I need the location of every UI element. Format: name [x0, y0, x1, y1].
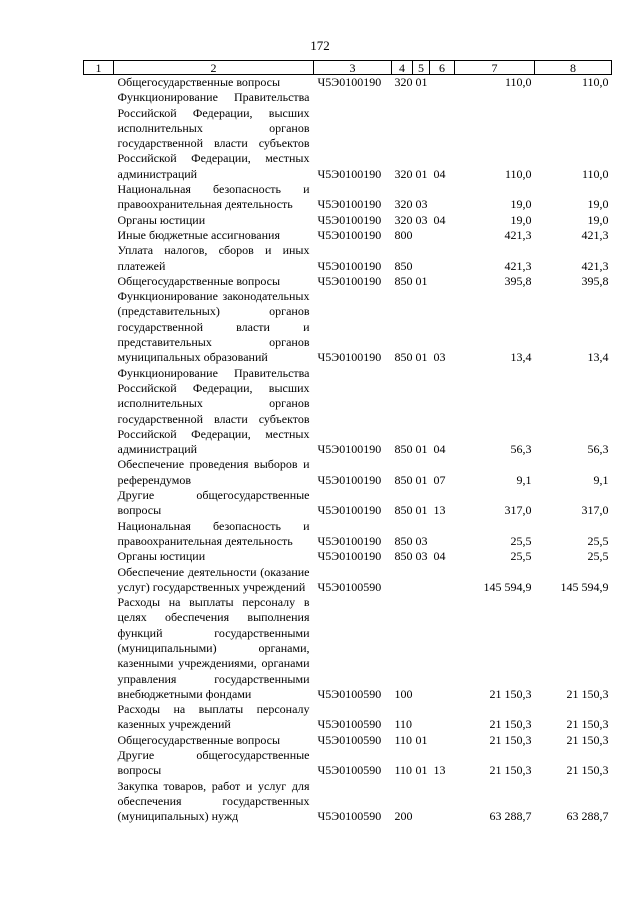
row-number-cell: [84, 748, 114, 779]
item-name-cell: Функционирование Правительства Российской Федерации, высших исполнительных органов государственной власти субъектов Российской Федерации, местных администраций: [117, 365, 310, 457]
page-number: 172: [310, 38, 330, 53]
item-name-cell: Другие общегосударственные вопросы: [117, 488, 310, 518]
subsection-cell: 13: [433, 763, 446, 778]
column-header-6: 6: [430, 61, 455, 75]
row-number-cell: [84, 213, 114, 228]
amount-col8-cell: 9,1: [593, 472, 609, 487]
item-name-cell: Общегосударственные вопросы: [117, 273, 281, 288]
expense-type-cell: 800: [394, 227, 413, 242]
row-number-cell: [84, 366, 114, 458]
target-article-cell: Ч5Э0100590: [317, 763, 382, 778]
subsection-cell: [430, 274, 455, 289]
amount-col7-cell: 19,0: [510, 197, 532, 212]
subsection-cell: [430, 702, 455, 733]
table-row: [84, 748, 612, 779]
subsection-cell: 13: [433, 503, 446, 518]
table-row: [84, 274, 612, 289]
table-row: [84, 488, 612, 519]
amount-col8-cell: 25,5: [587, 549, 609, 564]
subsection-cell: [430, 565, 455, 596]
target-article-cell: Ч5Э0100190: [317, 442, 382, 457]
amount-col7-cell: 25,5: [510, 533, 532, 548]
item-name-cell: Закупка товаров, работ и услуг для обеспечения государственных (муниципальных) нужд: [117, 778, 310, 824]
section-cell: 01: [415, 273, 428, 288]
row-number-cell: [84, 182, 114, 213]
item-name-cell: Органы юстиции: [117, 212, 206, 227]
section-cell: [413, 565, 430, 596]
amount-col7-cell: 21 150,3: [489, 763, 532, 778]
amount-col7-cell: 13,4: [510, 350, 532, 365]
amount-col7-cell: 317,0: [504, 503, 532, 518]
expense-type-cell: 850: [394, 472, 413, 487]
target-article-cell: Ч5Э0100190: [317, 258, 382, 273]
table-row: [84, 243, 612, 274]
section-cell: 01: [415, 472, 428, 487]
row-number-cell: [84, 733, 114, 748]
amount-col8-cell: 21 150,3: [566, 686, 609, 701]
subsection-cell: [430, 243, 455, 274]
row-number-cell: [84, 289, 114, 365]
item-name-cell: Уплата налогов, сборов и иных платежей: [117, 243, 310, 273]
subsection-cell: 04: [433, 549, 446, 564]
expense-type-cell: 320: [394, 75, 413, 89]
table-row: [84, 289, 612, 365]
table-row: [84, 182, 612, 213]
table-row: [84, 519, 612, 550]
table-row: [84, 213, 612, 228]
row-number-cell: [84, 457, 114, 488]
expense-type-cell: [392, 565, 413, 596]
target-article-cell: Ч5Э0100190: [317, 212, 382, 227]
subsection-cell: 04: [433, 442, 446, 457]
expense-type-cell: 850: [394, 258, 413, 273]
amount-col7-cell: 110,0: [504, 75, 532, 89]
amount-col7-cell: 145 594,9: [483, 579, 532, 594]
target-article-cell: Ч5Э0100190: [317, 75, 382, 89]
target-article-cell: Ч5Э0100190: [317, 273, 382, 288]
target-article-cell: Ч5Э0100190: [317, 197, 382, 212]
amount-col8-cell: 63 288,7: [566, 809, 609, 824]
amount-col8-cell: 317,0: [581, 503, 609, 518]
target-article-cell: Ч5Э0100190: [317, 549, 382, 564]
expense-type-cell: 320: [394, 212, 413, 227]
amount-col7-cell: 25,5: [510, 549, 532, 564]
target-article-cell: Ч5Э0100190: [317, 503, 382, 518]
expense-type-cell: 850: [394, 273, 413, 288]
expense-type-cell: 200: [394, 809, 413, 824]
expense-type-cell: 110: [394, 732, 413, 747]
section-cell: [413, 243, 430, 274]
row-number-cell: [84, 702, 114, 733]
subsection-cell: 03: [433, 350, 446, 365]
table-header-row: [84, 61, 612, 75]
item-name-cell: Национальная безопасность и правоохранительная деятельность: [117, 182, 310, 212]
table-row: [84, 90, 612, 182]
row-number-cell: [84, 243, 114, 274]
amount-col7-cell: 421,3: [504, 227, 532, 242]
budget-table: [83, 60, 612, 825]
item-name-cell: Другие общегосударственные вопросы: [117, 748, 310, 778]
target-article-cell: Ч5Э0100190: [317, 166, 382, 181]
subsection-cell: [430, 595, 455, 702]
section-cell: 01: [415, 503, 428, 518]
row-number-cell: [84, 274, 114, 289]
subsection-cell: [430, 519, 455, 550]
item-name-cell: Обеспечение проведения выборов и референдумов: [117, 457, 310, 487]
section-cell: 03: [415, 549, 428, 564]
target-article-cell: Ч5Э0100590: [317, 717, 382, 732]
amount-col8-cell: 19,0: [587, 212, 609, 227]
item-name-cell: Функционирование Правительства Российской Федерации, высших исполнительных органов государственной власти субъектов Российской Федерации, местных администраций: [117, 90, 310, 181]
expense-type-cell: 110: [394, 763, 413, 778]
item-name-cell: Обеспечение деятельности (оказание услуг) государственных учреждений: [117, 564, 310, 594]
row-number-cell: [84, 75, 114, 91]
table-row: [84, 75, 612, 91]
subsection-cell: [430, 182, 455, 213]
section-cell: 03: [415, 197, 428, 212]
column-header-7: 7: [455, 61, 535, 75]
table-row: [84, 702, 612, 733]
target-article-cell: Ч5Э0100590: [317, 686, 382, 701]
table-row: [84, 733, 612, 748]
section-cell: 01: [415, 75, 428, 89]
section-cell: 01: [415, 763, 428, 778]
section-cell: [413, 595, 430, 702]
target-article-cell: Ч5Э0100190: [317, 350, 382, 365]
subsection-cell: 04: [433, 166, 446, 181]
amount-col8-cell: 421,3: [581, 258, 609, 273]
amount-col8-cell: 25,5: [587, 533, 609, 548]
amount-col7-cell: 21 150,3: [489, 717, 532, 732]
column-header-4: 4: [392, 61, 413, 75]
subsection-cell: [430, 75, 455, 91]
amount-col7-cell: 19,0: [510, 212, 532, 227]
expense-type-cell: 100: [394, 686, 413, 701]
table-row: [84, 565, 612, 596]
section-cell: 01: [415, 350, 428, 365]
column-header-5: 5: [413, 61, 430, 75]
item-name-cell: Органы юстиции: [117, 549, 206, 564]
item-name-cell: Расходы на выплаты персоналу в целях обеспечения выполнения функций государственными (муниципальными) органами, казенными учреждениями, органами управления государственными внебюджетными фондами: [117, 595, 310, 701]
expense-type-cell: 320: [394, 197, 413, 212]
item-name-cell: Расходы на выплаты персоналу казенных учреждений: [117, 702, 310, 732]
table-row: [84, 595, 612, 702]
target-article-cell: Ч5Э0100590: [317, 579, 382, 594]
target-article-cell: Ч5Э0100590: [317, 732, 382, 747]
amount-col7-cell: 395,8: [504, 273, 532, 288]
amount-col8-cell: 21 150,3: [566, 763, 609, 778]
expense-type-cell: 850: [394, 442, 413, 457]
target-article-cell: Ч5Э0100190: [317, 227, 382, 242]
row-number-cell: [84, 519, 114, 550]
column-header-1: 1: [84, 61, 114, 75]
subsection-cell: [430, 228, 455, 243]
subsection-cell: 04: [433, 212, 446, 227]
section-cell: [413, 779, 430, 825]
amount-col8-cell: 110,0: [581, 166, 609, 181]
expense-type-cell: 320: [394, 166, 413, 181]
amount-col8-cell: 421,3: [581, 227, 609, 242]
table-row: [84, 228, 612, 243]
amount-col7-cell: 63 288,7: [489, 809, 532, 824]
amount-col8-cell: 13,4: [587, 350, 609, 365]
section-cell: 03: [415, 533, 428, 548]
amount-col7-cell: 421,3: [504, 258, 532, 273]
row-number-cell: [84, 595, 114, 702]
amount-col7-cell: 110,0: [504, 166, 532, 181]
amount-col8-cell: 21 150,3: [566, 717, 609, 732]
expense-type-cell: 110: [394, 717, 413, 732]
target-article-cell: Ч5Э0100190: [317, 533, 382, 548]
amount-col8-cell: 56,3: [587, 442, 609, 457]
target-article-cell: Ч5Э0100590: [317, 809, 382, 824]
table-row: [84, 779, 612, 825]
amount-col7-cell: 21 150,3: [489, 686, 532, 701]
amount-col7-cell: 9,1: [516, 472, 532, 487]
item-name-cell: Общегосударственные вопросы: [117, 732, 281, 747]
amount-col8-cell: 395,8: [581, 273, 609, 288]
row-number-cell: [84, 549, 114, 564]
row-number-cell: [84, 228, 114, 243]
amount-col8-cell: 110,0: [581, 75, 609, 89]
expense-type-cell: 850: [394, 533, 413, 548]
section-cell: 03: [415, 212, 428, 227]
table-row: [84, 366, 612, 458]
section-cell: [413, 702, 430, 733]
row-number-cell: [84, 565, 114, 596]
item-name-cell: Функционирование законодательных (представительных) органов государственной власти и представительных органов муниципальных образований: [117, 289, 310, 365]
item-name-cell: Иные бюджетные ассигнования: [117, 227, 280, 242]
amount-col8-cell: 145 594,9: [560, 579, 609, 594]
column-header-3: 3: [314, 61, 392, 75]
row-number-cell: [84, 779, 114, 825]
row-number-cell: [84, 90, 114, 182]
amount-col7-cell: 21 150,3: [489, 732, 532, 747]
section-cell: [413, 228, 430, 243]
subsection-cell: [430, 733, 455, 748]
amount-col7-cell: 56,3: [510, 442, 532, 457]
subsection-cell: [430, 779, 455, 825]
table-row: [84, 549, 612, 564]
expense-type-cell: 850: [394, 503, 413, 518]
item-name-cell: Общегосударственные вопросы: [117, 75, 281, 89]
subsection-cell: 07: [433, 472, 446, 487]
target-article-cell: Ч5Э0100190: [317, 472, 382, 487]
amount-col8-cell: 19,0: [587, 197, 609, 212]
table-row: [84, 457, 612, 488]
row-number-cell: [84, 488, 114, 519]
section-cell: 01: [415, 732, 428, 747]
amount-col8-cell: 21 150,3: [566, 732, 609, 747]
expense-type-cell: 850: [394, 549, 413, 564]
section-cell: 01: [415, 166, 428, 181]
expense-type-cell: 850: [394, 350, 413, 365]
column-header-2: 2: [114, 61, 314, 75]
section-cell: 01: [415, 442, 428, 457]
item-name-cell: Национальная безопасность и правоохранительная деятельность: [117, 518, 310, 548]
column-header-8: 8: [535, 61, 612, 75]
